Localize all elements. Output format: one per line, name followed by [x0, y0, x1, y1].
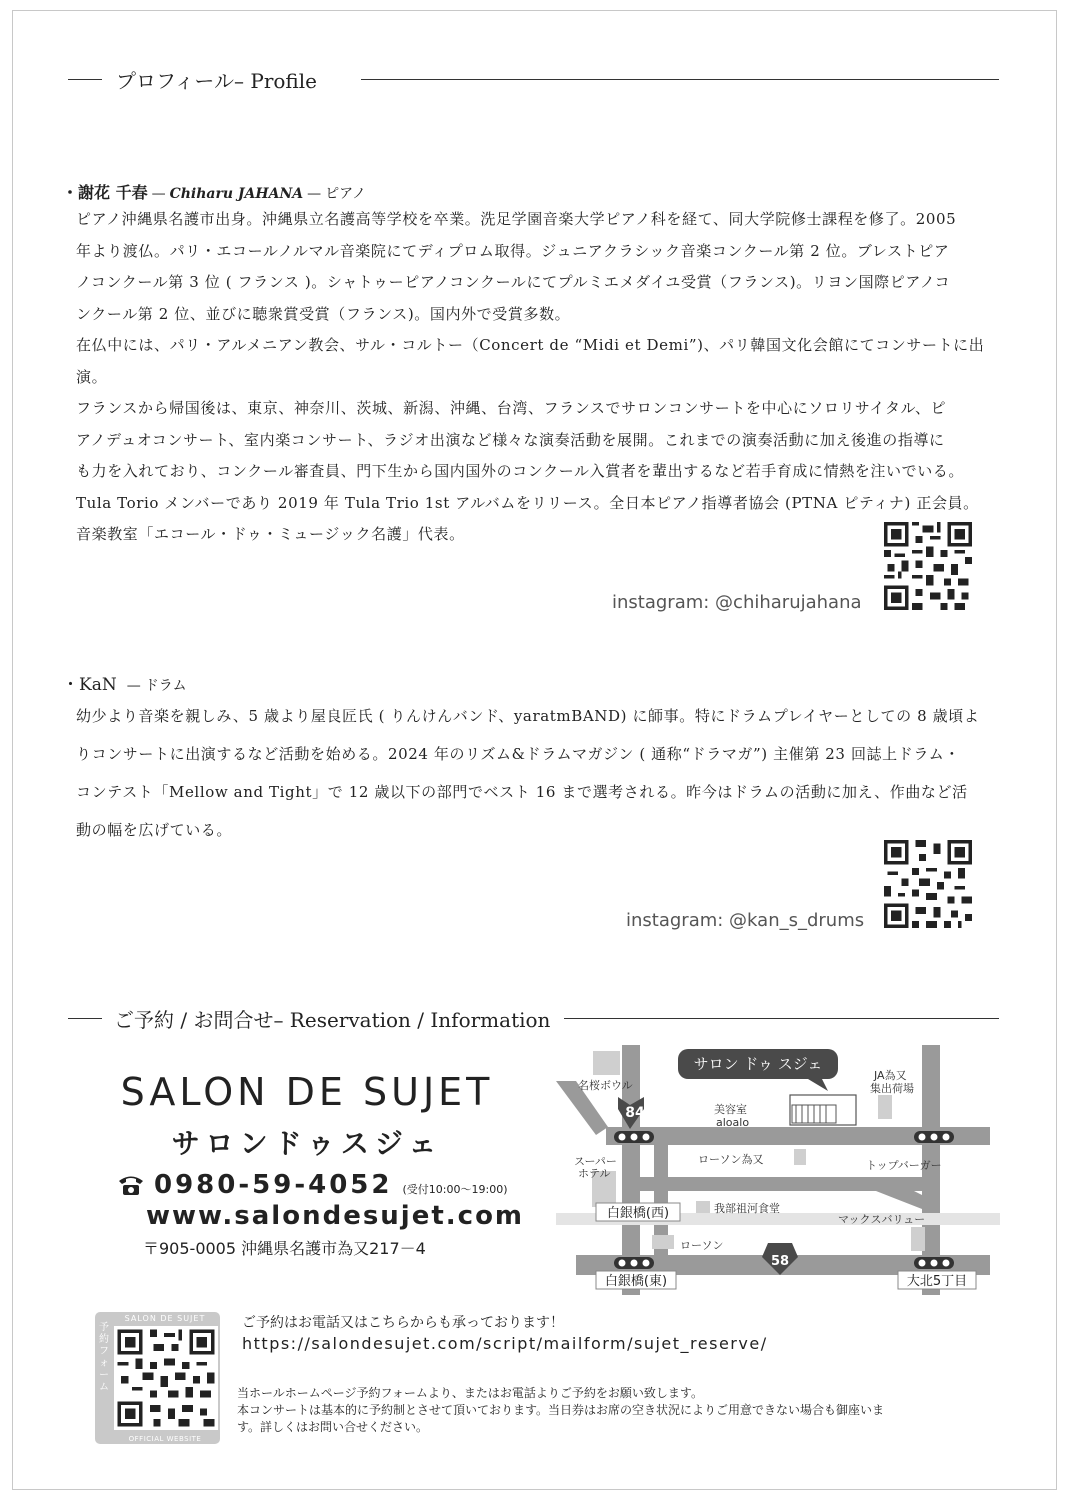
- bio-line: も力を入れており、コンクール審査員、門下生から国内国外のコンクール入賞者を輩出するなど若手育成に情熱を注いでいる。: [76, 462, 965, 480]
- note-line: す。詳しくはお問い合せください。: [237, 1420, 429, 1434]
- reservation-notes: [237, 1385, 1017, 1436]
- bio-line: ンクール第 2 位、並びに聴衆賞受賞（フランス)。国内外で受賞多数。: [76, 304, 571, 323]
- reservation-section-title: ご予約 / お問合せ– Reservation / Information: [114, 1007, 551, 1032]
- map-label: ローソン: [680, 1239, 724, 1252]
- person2-dash: —: [126, 678, 141, 694]
- map-label: 集出荷場: [870, 1082, 914, 1095]
- person1-qr-code[interactable]: [884, 522, 972, 610]
- map-label: スーパー: [574, 1155, 617, 1168]
- venue-name: SALON DE SUJET: [120, 1070, 494, 1114]
- map-label: JA為又: [874, 1069, 907, 1082]
- person2-instagram[interactable]: instagram: @kan_s_drums: [626, 910, 865, 931]
- person1-name: ・謝花 千春: [62, 183, 148, 202]
- header-dash: [68, 1018, 102, 1019]
- bio-line: Tula Torio メンバーであり 2019 年 Tula Trio 1st アルバムをリリース。全日本ピアノ指導者協会 (PTNA ピティナ) 正会員。: [76, 493, 979, 512]
- reservation-intro: ご予約はお電話又はこちらからも承っております！: [242, 1315, 564, 1331]
- note-line: 本コンサートは基本的に予約制とさせて頂いております。当日券はお席の空き状況によりご用意できない場合も御座いま: [237, 1403, 885, 1417]
- venue-phone[interactable]: 0980-59-4052: [154, 1170, 393, 1200]
- map-label: 我部祖河食堂: [714, 1202, 780, 1215]
- profile-section-header: [68, 64, 999, 94]
- qr-top-label: SALON DE SUJET: [124, 1314, 206, 1323]
- person1-role: ピアノ: [325, 186, 367, 202]
- person2-bio: [76, 697, 1006, 849]
- bio-line: 音楽教室「エコール・ドゥ・ミュージック名護」代表。: [76, 525, 465, 543]
- map-label: マックスバリュー: [838, 1213, 926, 1226]
- bio-line: コンテスト「Mellow and Tight」で 12 歳以下の部門でベスト 16 まで選考される。昨今はドラムの活動に加え、作曲など活: [76, 783, 968, 801]
- venue-phone-line: [116, 1170, 507, 1200]
- bio-line: 幼少より音楽を親しみ、5 歳より屋良匠氏 ( りんけんバンド、yaratmBAND) に師事。特にドラムプレイヤーとしての 8 歳頃よ: [76, 707, 980, 725]
- map-label: 大北5丁目: [906, 1274, 968, 1289]
- access-map: [556, 1045, 1000, 1295]
- person2-name-line: [62, 670, 187, 695]
- header-dash: [68, 79, 102, 80]
- route58-label: 58: [770, 1254, 790, 1269]
- map-label: 名桜ボウル: [578, 1079, 633, 1092]
- bio-line: 在仏中には、パリ・アルメニアン教会、サル・コルトー（Concert de “Midi et Demi”)、パリ韓国文化会館にてコンサートに出演。: [76, 336, 985, 386]
- person1-name-line: [62, 180, 366, 203]
- venue-name-kana: サロンドゥスジェ: [171, 1127, 443, 1160]
- person2-name: ・KaN: [62, 675, 117, 695]
- venue-callout: [678, 1049, 838, 1091]
- bio-line: 年より渡仏。パリ・エコールノルマル音楽院にてディプロム取得。ジュニアクラシック音楽コンクール第 2 位。ブレストピア: [76, 241, 950, 260]
- person1-name-en: Chiharu JAHANA: [169, 186, 304, 202]
- map-label: トップバーガー: [866, 1159, 942, 1172]
- reservation-url[interactable]: https://salondesujet.com/script/mailform/sujet_reserve/: [242, 1334, 768, 1353]
- person1-instagram[interactable]: instagram: @chiharujahana: [612, 592, 862, 613]
- header-rule: [564, 1018, 999, 1019]
- qr-bottom-label: OFFICIAL WEBSITE: [128, 1435, 202, 1443]
- map-label: aloalo: [716, 1116, 750, 1129]
- bio-line: フランスから帰国後は、東京、神奈川、茨城、新潟、沖縄、台湾、フランスでサロンコンサートを中心にソロリサイタル、ピ: [76, 399, 947, 417]
- qr-side-label: 予約フォーム: [99, 1322, 109, 1393]
- bio-line: ピアノ沖縄県名護市出身。沖縄県立名護高等学校を卒業。洗足学園音楽大学ピアノ科を経て、同大学院修士課程を修了。2005: [76, 210, 957, 228]
- venue-address: 〒905-0005 沖縄県名護市為又217－4: [143, 1239, 426, 1258]
- route84-label: 84: [625, 1105, 645, 1121]
- bio-line: りコンサートに出演するなど活動を始める。2024 年のリズム&ドラムマガジン ( 通称“ドラマガ”) 主催第 23 回誌上ドラム・: [76, 745, 960, 763]
- venue-hours: (受付10:00〜19:00): [402, 1183, 508, 1196]
- bio-line: アノデュオコンサート、室内楽コンサート、ラジオ出演など様々な演奏活動を展開。これまでの演奏活動に加え後進の指導に: [76, 430, 945, 449]
- map-label: 美容室: [714, 1103, 747, 1116]
- bio-line: ノコンクール第 3 位 ( フランス )。シャトゥーピアノコンクールにてプルミエメダイユ受賞（フランス)。リヨン国際ピアノコ: [76, 273, 951, 291]
- reservation-qr-code[interactable]: [114, 1326, 218, 1430]
- person2-role: ドラム: [144, 678, 187, 694]
- person2-qr-code[interactable]: [884, 840, 972, 928]
- header-rule: [361, 79, 999, 80]
- map-label: ホテル: [578, 1167, 611, 1180]
- map-label: 白銀橋(東): [604, 1274, 668, 1289]
- person1-dash2: —: [307, 186, 322, 202]
- venue-website[interactable]: www.salondesujet.com: [146, 1201, 525, 1231]
- bio-line: 動の幅を広げている。: [76, 821, 233, 839]
- map-label: ローソン為又: [698, 1153, 764, 1166]
- reservation-qr-block[interactable]: [95, 1312, 220, 1444]
- venue-building: [790, 1095, 856, 1125]
- profile-section-title: プロフィール– Profile: [116, 68, 317, 93]
- person1-bio: [76, 204, 1006, 551]
- phone-icon: [116, 1174, 146, 1196]
- note-line: 当ホールホームページ予約フォームより、またはお電話よりご予約をお願い致します。: [237, 1386, 703, 1400]
- map-venue-label: サロン ドゥ スジェ: [693, 1055, 823, 1073]
- person1-dash1: —: [151, 186, 166, 202]
- reservation-section-header: [68, 1003, 999, 1033]
- map-label: 白銀橋(西): [606, 1206, 670, 1221]
